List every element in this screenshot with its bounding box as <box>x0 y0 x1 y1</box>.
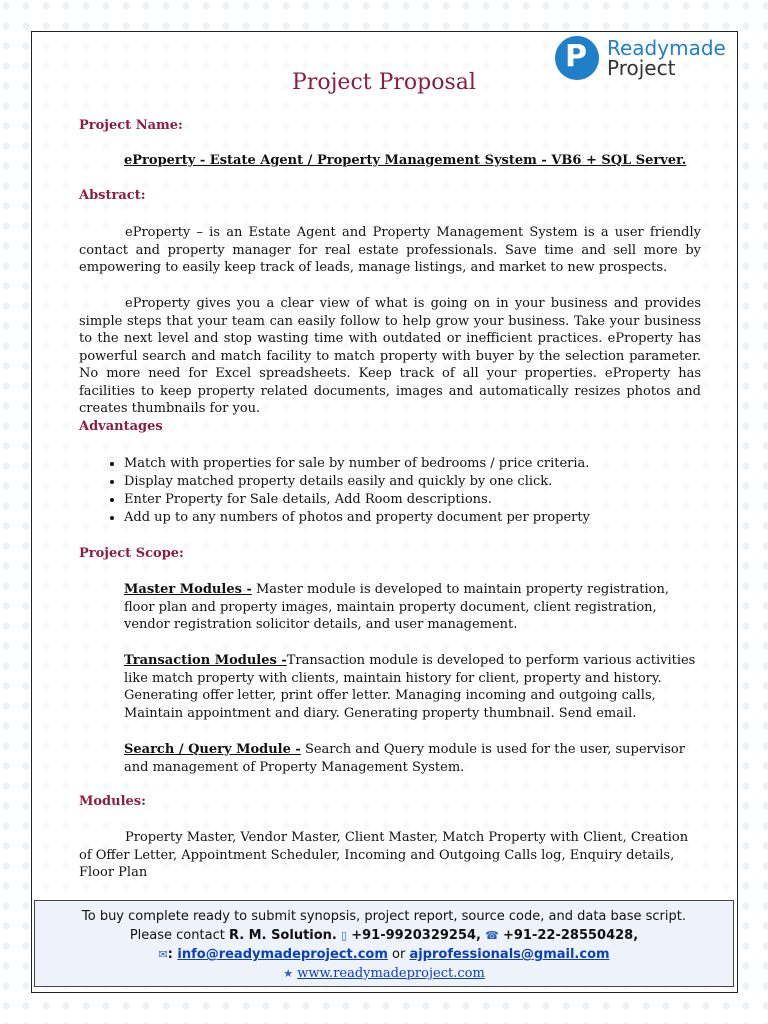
scope-search-text: Search and Query module is used for the user, supervisor and management of Property Management System. <box>124 742 685 775</box>
email-or: or <box>387 947 410 962</box>
footer-email-line <box>35 945 733 964</box>
logo-line1: Readymade <box>607 36 726 60</box>
page-title: Project Proposal <box>292 70 476 95</box>
scope-search-name: Search / Query Module - <box>124 742 301 757</box>
email-link-professionals[interactable]: ajprofessionals@gmail.com <box>409 947 610 962</box>
email-icon: ✉ <box>158 948 168 961</box>
scope-master-text: Master module is developed to maintain property registration, floor plan and property images, maintain property document, client registration, vendor registration solicitor details, and user management. <box>124 582 669 632</box>
abstract-paragraph-2: eProperty gives you a clear view of what is going on in your business and provides simple steps that your team can easily follow to help grow your business. Take your business to the next level and stop wasting time with outdated or inefficient practices. eProperty has powerful search and match facility to match property with buyer by the selection parameter. No more need for Excel spreadsheets. Keep track of all your properties. eProperty has facilities to keep property related documents, images and automatically resizes photos and creates thumbnails for you. <box>79 296 701 416</box>
email-prefix: : <box>167 947 178 962</box>
advantages-heading: Advantages <box>79 419 163 434</box>
scope-transaction-name: Transaction Modules - <box>124 653 287 668</box>
phone-landline: +91-22-28550428, <box>502 928 639 943</box>
website-link[interactable]: www.readymadeproject.com <box>297 966 485 981</box>
list-item: • Match with properties for sale by number of bedrooms / price criteria. <box>124 455 590 473</box>
contact-name: R. M. Solution. <box>228 928 337 943</box>
modules-text: Property Master, Vendor Master, Client Master, Match Property with Client, Creation of Offer Letter, Appointment Scheduler, Incoming and Outgoing Calls log, Enquiry details, Floor Plan <box>79 830 689 880</box>
contact-footer <box>34 900 734 987</box>
abstract-paragraph-1: eProperty – is an Estate Agent and Property Management System is a user friendly contact and property manager for real estate professionals. Save time and sell more by empowering to easily keep track of leads, manage listings, and market to new prospects. <box>79 225 701 275</box>
telephone-icon: ☎ <box>485 929 499 942</box>
footer-website-line <box>35 964 733 983</box>
footer-line1: To buy complete ready to submit synopsis, project report, source code, and data base script. <box>82 909 686 924</box>
phone-mobile: +91-9920329254, <box>351 928 481 943</box>
list-item: • Display matched property details easily and quickly by one click. <box>124 473 590 491</box>
scope-search <box>124 741 696 776</box>
email-link-info[interactable]: info@readymadeproject.com <box>177 947 388 962</box>
contact-prefix: Please contact <box>129 928 229 943</box>
project-name: eProperty - Estate Agent / Property Management System - VB6 + SQL Server. <box>124 153 687 168</box>
mobile-phone-icon: ▯ <box>341 929 348 942</box>
list-item: • Enter Property for Sale details, Add Room descriptions. <box>124 491 590 509</box>
scope-master <box>124 581 696 634</box>
footer-contact-line <box>35 926 733 945</box>
list-item: • Add up to any numbers of photos and property document per property <box>124 509 590 527</box>
abstract-heading: Abstract: <box>79 188 146 203</box>
project-name-heading: Project Name: <box>79 118 183 133</box>
scope-transaction <box>124 652 696 722</box>
scope-master-name: Master Modules - <box>124 582 252 597</box>
logo-mark-letter: P <box>565 39 587 74</box>
star-icon: ★ <box>283 967 294 980</box>
project-scope-heading: Project Scope: <box>79 546 184 561</box>
advantages-list <box>100 455 590 527</box>
scope-transaction-text: Transaction module is developed to perform various activities like match property with clients, maintain history for client, property and history. Generating offer letter, print offer letter. Managing incoming and outgoing calls, Maintain appointment and diary. Generating property thumbnail. Send email. <box>124 653 696 721</box>
modules-heading: Modules: <box>79 794 146 809</box>
logo-line2: Project <box>607 56 676 80</box>
